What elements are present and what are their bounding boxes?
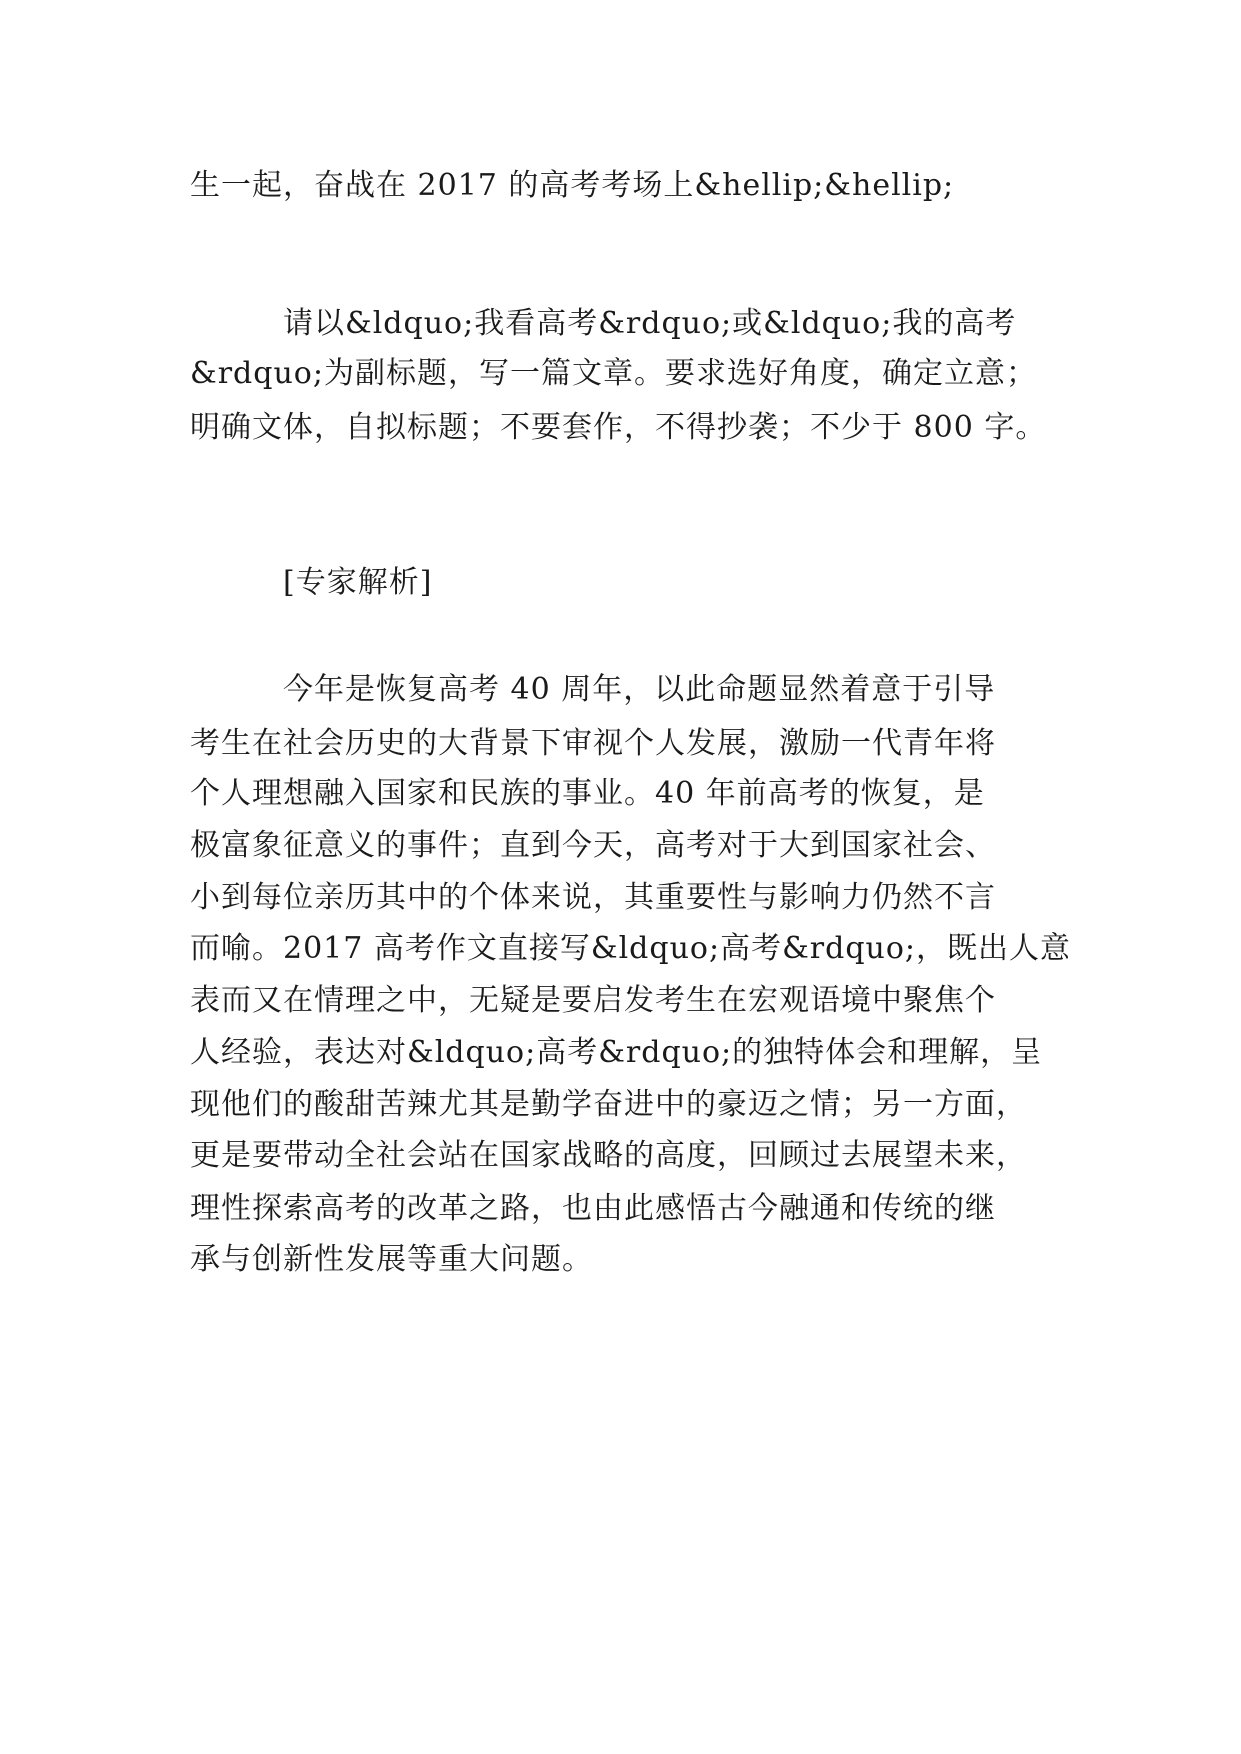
text-line-4: 明确文体，自拟标题；不要套作，不得抄袭；不少于 800 字。 xyxy=(190,410,1047,445)
text-line-9: 极富象征意义的事件；直到今天，高考对于大到国家社会、 xyxy=(190,828,996,863)
text-line-10: 小到每位亲历其中的个体来说，其重要性与影响力仍然不言 xyxy=(190,880,996,915)
text-line-2: 请以&ldquo;我看高考&rdquo;或&ldquo;我的高考 xyxy=(190,306,1017,341)
text-line-11: 而喻。2017 高考作文直接写&ldquo;高考&rdquo;，既出人意 xyxy=(190,931,1072,966)
text-line-13: 人经验，表达对&ldquo;高考&rdquo;的独特体会和理解，呈 xyxy=(190,1035,1043,1070)
text-line-8: 个人理想融入国家和民族的事业。40 年前高考的恢复，是 xyxy=(190,776,985,811)
text-line-16: 理性探索高考的改革之路，也由此感悟古今融通和传统的继 xyxy=(190,1191,996,1226)
text-line-17: 承与创新性发展等重大问题。 xyxy=(190,1242,593,1277)
text-line-7: 考生在社会历史的大背景下审视个人发展，激励一代青年将 xyxy=(190,726,996,761)
document-page xyxy=(190,0,1072,1754)
text-line-1: 生一起，奋战在 2017 的高考考场上&hellip;&hellip; xyxy=(190,168,955,203)
text-line-12: 表而又在情理之中，无疑是要启发考生在宏观语境中聚焦个 xyxy=(190,983,996,1018)
text-line-14: 现他们的酸甜苦辣尤其是勤学奋进中的豪迈之情；另一方面， xyxy=(190,1087,1027,1122)
text-line-15: 更是要带动全社会站在国家战略的高度，回顾过去展望未来， xyxy=(190,1138,1027,1173)
text-line-6: 今年是恢复高考 40 周年，以此命题显然着意于引导 xyxy=(190,672,996,707)
section-heading: [专家解析] xyxy=(190,565,433,600)
text-line-3: &rdquo;为副标题，写一篇文章。要求选好角度，确定立意； xyxy=(190,356,1037,391)
